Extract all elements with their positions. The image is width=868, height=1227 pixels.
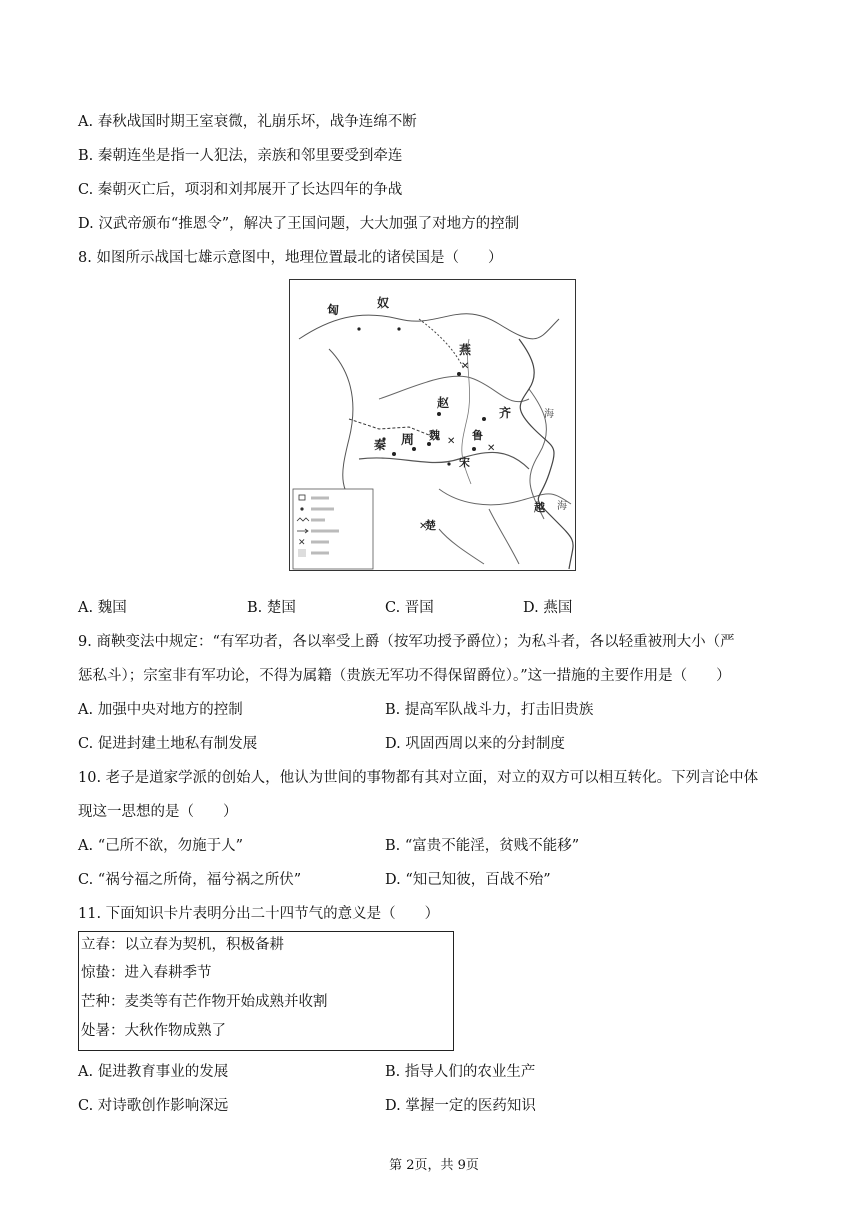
q10-option-a: A. “己所不欲，勿施于人” bbox=[78, 838, 244, 854]
q10-stem-line1: 10. 老子是道家学派的创始人，他认为世间的事物都有其对立面，对立的双方可以相互转化。下列言论中体 bbox=[78, 770, 759, 786]
svg-text:✕: ✕ bbox=[298, 538, 306, 548]
card-line-jingzhe: 惊蛰：进入春耕季节 bbox=[81, 965, 212, 981]
card-line-chushu: 处暑：大秋作物成熟了 bbox=[81, 1023, 226, 1039]
page-footer: 第 2页，共 9页 bbox=[389, 1158, 479, 1173]
q7-option-d: D. 汉武帝颁布“推恩令”，解决了王国问题，大大加强了对地方的控制 bbox=[78, 216, 520, 232]
svg-text:✕: ✕ bbox=[461, 361, 470, 372]
warring-states-map bbox=[289, 279, 576, 571]
q9-stem-line2: 惩私斗）；宗室非有军功论，不得为属籍（贵族无军功不得保留爵位）。”这一措施的主要作用是（ ） bbox=[78, 668, 731, 684]
map-label-sea-1: 海 bbox=[544, 409, 554, 420]
q10-option-d: D. “知己知彼，百战不殆” bbox=[385, 872, 551, 888]
map-label-zhou: 周 bbox=[401, 433, 415, 448]
map-label-lu: 鲁 bbox=[472, 429, 483, 442]
q9-stem-line1: 9. 商鞅变法中规定：“有军功者，各以率受上爵（按军功授予爵位）；为私斗者，各以轻重被刑大小（严 bbox=[78, 634, 735, 650]
q9-option-b: B. 提高军队战斗力，打击旧贵族 bbox=[385, 702, 594, 718]
q8-option-d: D. 燕国 bbox=[523, 600, 573, 616]
map-label-yue: 越 bbox=[534, 501, 545, 514]
map-label-xiongnu-2: 奴 bbox=[377, 296, 390, 310]
q7-option-a: A. 春秋战国时期王室衰微，礼崩乐坏，战争连绵不断 bbox=[78, 114, 417, 130]
map-label-qi: 齐 bbox=[499, 406, 512, 420]
q8-option-a: A. 魏国 bbox=[78, 600, 127, 616]
q8-option-b: B. 楚国 bbox=[247, 600, 296, 616]
map-label-yan: 燕 bbox=[459, 343, 472, 357]
map-label-song: 宋 bbox=[459, 456, 470, 469]
card-line-mangzhong: 芒种：麦类等有芒作物开始成熟并收割 bbox=[81, 994, 328, 1010]
q10-option-b: B. “富贵不能淫，贫贱不能移” bbox=[385, 838, 580, 854]
map-label-qin: 秦 bbox=[374, 438, 387, 452]
q9-option-d: D. 巩固西周以来的分封制度 bbox=[385, 736, 565, 752]
map-label-sea-2: 海 bbox=[557, 501, 567, 512]
knowledge-card bbox=[78, 931, 454, 1051]
q10-stem-line2: 现这一思想的是（ ） bbox=[78, 804, 238, 820]
svg-text:✕: ✕ bbox=[447, 436, 456, 447]
map-label-chu: 楚 bbox=[425, 519, 436, 532]
q7-option-b: B. 秦朝连坐是指一人犯法，亲族和邻里要受到牵连 bbox=[78, 148, 403, 164]
q11-option-d: D. 掌握一定的医药知识 bbox=[385, 1098, 536, 1114]
card-line-lichun: 立春：以立春为契机，积极备耕 bbox=[81, 937, 284, 953]
svg-text:✕: ✕ bbox=[419, 521, 428, 532]
map-label-wei: 魏 bbox=[429, 429, 440, 442]
q11-stem: 11. 下面知识卡片表明分出二十四节气的意义是（ ） bbox=[78, 906, 440, 922]
map-label-zhao: 赵 bbox=[437, 396, 450, 410]
q10-option-c: C. “祸兮福之所倚，福兮祸之所伏” bbox=[78, 872, 302, 888]
q9-option-a: A. 加强中央对地方的控制 bbox=[78, 702, 243, 718]
map-legend bbox=[293, 489, 373, 569]
q9-option-c: C. 促进封建土地私有制发展 bbox=[78, 736, 258, 752]
q11-option-a: A. 促进教育事业的发展 bbox=[78, 1064, 229, 1080]
q8-option-c: C. 晋国 bbox=[385, 600, 434, 616]
q11-option-b: B. 指导人们的农业生产 bbox=[385, 1064, 536, 1080]
svg-text:✕: ✕ bbox=[487, 443, 496, 454]
q7-option-c: C. 秦朝灭亡后，项羽和刘邦展开了长达四年的争战 bbox=[78, 182, 403, 198]
q11-option-c: C. 对诗歌创作影响深远 bbox=[78, 1098, 229, 1114]
q8-stem: 8. 如图所示战国七雄示意图中，地理位置最北的诸侯国是（ ） bbox=[78, 250, 503, 266]
map-label-xiongnu-1: 匈 bbox=[327, 303, 340, 317]
